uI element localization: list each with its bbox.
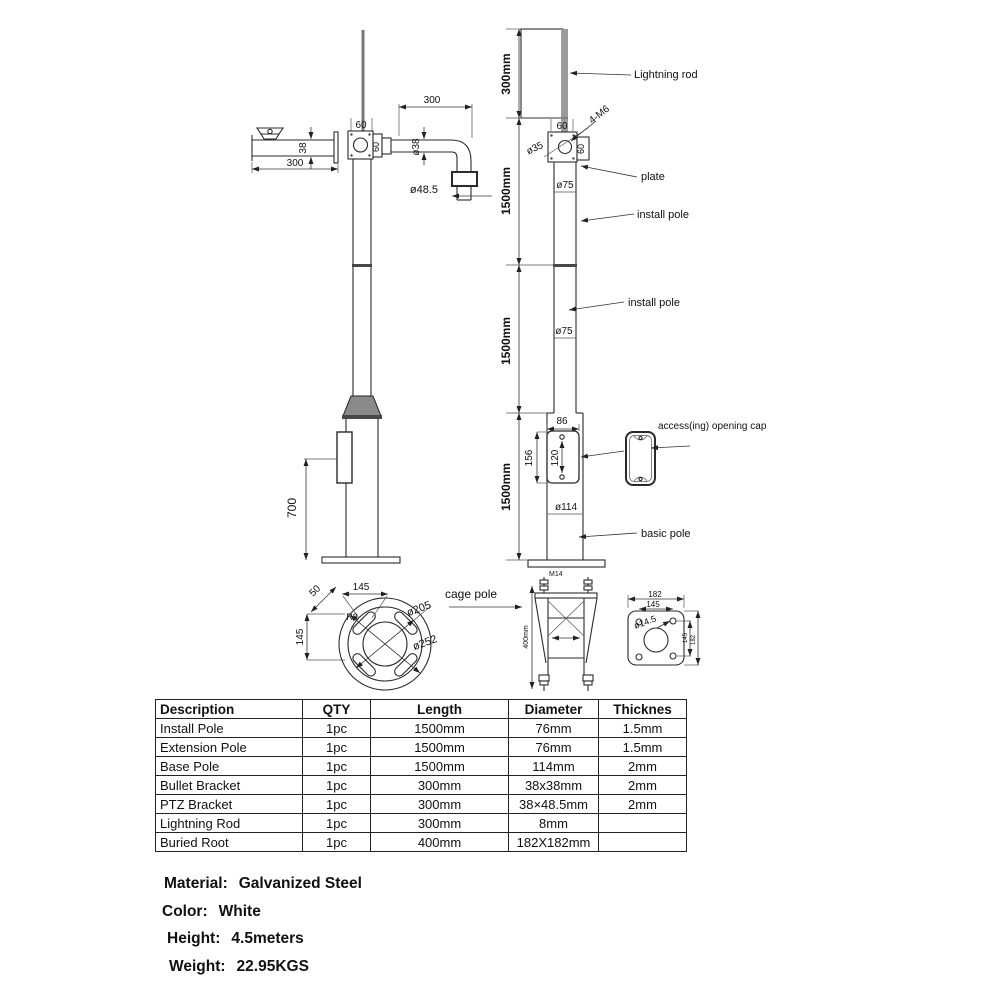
middle-pole-dia-dim: ø75 <box>555 326 573 337</box>
cell-length: 300mm <box>371 776 509 795</box>
cell-thickness: 2mm <box>599 795 687 814</box>
cell-qty: 1pc <box>303 833 371 852</box>
col-header-diameter: Diameter <box>509 700 599 719</box>
cell-qty: 1pc <box>303 738 371 757</box>
cell-length: 1500mm <box>371 719 509 738</box>
slot-offset-dim: 50 <box>307 583 324 600</box>
cell-diameter: 76mm <box>509 719 599 738</box>
material-value: Galvanized Steel <box>238 875 362 892</box>
cage-detail <box>445 571 597 691</box>
cell-length: 1500mm <box>371 757 509 776</box>
plate-width-dim: 60 <box>556 121 568 132</box>
side-view <box>499 29 698 567</box>
right-arm-length-dim: 300 <box>423 95 441 106</box>
cell-diameter: 114mm <box>509 757 599 776</box>
cell-qty: 1pc <box>303 795 371 814</box>
cell-qty: 1pc <box>303 814 371 833</box>
cell-thickness: 2mm <box>599 776 687 795</box>
cell-thickness: 2mm <box>599 757 687 776</box>
opening-outer-height-dim: 156 <box>524 449 535 467</box>
upper-pole-dia-dim: ø75 <box>556 180 574 191</box>
cell-thickness: 1.5mm <box>599 719 687 738</box>
camera-mount <box>257 128 283 139</box>
cage-length-dim: 400mm <box>523 625 530 649</box>
table-row <box>156 757 687 776</box>
cell-diameter: 182X182mm <box>509 833 599 852</box>
cell-qty: 1pc <box>303 757 371 776</box>
color-label: Color: <box>162 903 208 920</box>
root-hole-dia-dim: ø14.5 <box>632 613 658 631</box>
col-header-thickness: Thicknes <box>599 700 687 719</box>
sleeve-dia-dim: ø48.5 <box>409 184 439 196</box>
plate-label: plate <box>641 171 665 183</box>
cell-diameter: 38×48.5mm <box>509 795 599 814</box>
head-width-dim: 60 <box>355 120 367 131</box>
equipment-box <box>337 432 352 483</box>
weight-label: Weight: <box>169 958 226 975</box>
plate-box <box>548 132 577 162</box>
col-header-length: Length <box>371 700 509 719</box>
root-hole-span-v-dim: 145 <box>683 632 689 644</box>
cell-diameter: 76mm <box>509 738 599 757</box>
install-pole-upper-label: install pole <box>637 209 689 221</box>
table-row <box>156 776 687 795</box>
height-label: Height: <box>167 930 221 947</box>
flange-detail <box>295 582 439 690</box>
root-outer-height-dim: 182 <box>691 634 697 646</box>
outer-dia-dim: ø252 <box>411 633 439 654</box>
access-cap-detail <box>581 421 767 485</box>
slot-span-dim: 145 <box>352 582 370 593</box>
table-header-row <box>156 700 687 719</box>
cell-description: Install Pole <box>156 719 303 738</box>
table-row <box>156 833 687 852</box>
taper <box>343 396 381 416</box>
material-label: Material: <box>164 875 228 892</box>
section-dim-upper: 1500mm <box>499 166 513 216</box>
root-hole-span-dim: 145 <box>646 600 660 609</box>
access-cap-label: access(ing) opening cap <box>658 421 767 432</box>
material-spec <box>164 875 362 893</box>
cell-length: 400mm <box>371 833 509 852</box>
base-plate-front <box>322 557 400 563</box>
base-pole-dia-dim: ø114 <box>554 502 578 513</box>
color-spec <box>162 903 261 921</box>
weight-value: 22.95KGS <box>236 958 309 975</box>
cell-description: PTZ Bracket <box>156 795 303 814</box>
install-pole-middle-label: install pole <box>628 297 680 309</box>
weight-spec <box>169 958 309 976</box>
section-dim-middle: 1500mm <box>499 316 513 366</box>
cell-qty: 1pc <box>303 719 371 738</box>
head-side-dim: 60 <box>371 141 381 153</box>
cell-description: Extension Pole <box>156 738 303 757</box>
height-value: 4.5meters <box>231 930 304 947</box>
cell-description: Buried Root <box>156 833 303 852</box>
table-row <box>156 738 687 757</box>
cell-description: Bullet Bracket <box>156 776 303 795</box>
cell-length: 300mm <box>371 814 509 833</box>
opening-inner-height-dim: 120 <box>550 449 561 467</box>
bolt-pattern-dim: 4-M6 <box>587 103 612 127</box>
height-spec <box>167 930 304 948</box>
section-dim-lower: 1500mm <box>499 462 513 512</box>
cell-description: Lightning Rod <box>156 814 303 833</box>
section-dim-top: 300mm <box>499 53 513 95</box>
col-header-description: Description <box>156 700 303 719</box>
cell-thickness <box>599 814 687 833</box>
cell-thickness: 1.5mm <box>599 738 687 757</box>
slot-span-vertical-dim: 145 <box>295 628 306 646</box>
opening-width-dim: 86 <box>556 416 568 427</box>
sleeve <box>452 172 477 186</box>
col-header-qty: QTY <box>303 700 371 719</box>
arm-length-dim: 300 <box>286 158 304 169</box>
lightning-rod-side <box>561 29 568 132</box>
right-arm-dia-dim: ø38 <box>411 138 422 156</box>
box-height-dim: 700 <box>285 497 299 519</box>
cell-description: Base Pole <box>156 757 303 776</box>
cage-bolt-dim: M14 <box>549 571 563 578</box>
slot-radius-dim: R8 <box>346 612 358 622</box>
table-row <box>156 814 687 833</box>
spec-table <box>155 699 687 852</box>
root-plate-detail <box>628 590 699 665</box>
front-view <box>252 30 492 563</box>
color-value: White <box>218 903 261 920</box>
base-plate-side <box>528 560 605 567</box>
cell-diameter: 38x38mm <box>509 776 599 795</box>
root-outer-width-dim: 182 <box>648 590 662 599</box>
table-row <box>156 719 687 738</box>
basic-pole-label: basic pole <box>641 528 691 540</box>
lightning-rod-label: Lightning rod <box>634 69 698 81</box>
bolt-circle-dia-dim: ø205 <box>405 599 433 620</box>
cage-pole-label: cage pole <box>445 587 498 601</box>
center-hole-dim: ø35 <box>524 140 546 158</box>
cell-diameter: 8mm <box>509 814 599 833</box>
plate-side-dim: 60 <box>576 143 586 155</box>
cell-thickness <box>599 833 687 852</box>
cell-length: 1500mm <box>371 738 509 757</box>
table-row <box>156 795 687 814</box>
cell-length: 300mm <box>371 795 509 814</box>
arm-height-dim: 38 <box>298 142 309 154</box>
cell-qty: 1pc <box>303 776 371 795</box>
